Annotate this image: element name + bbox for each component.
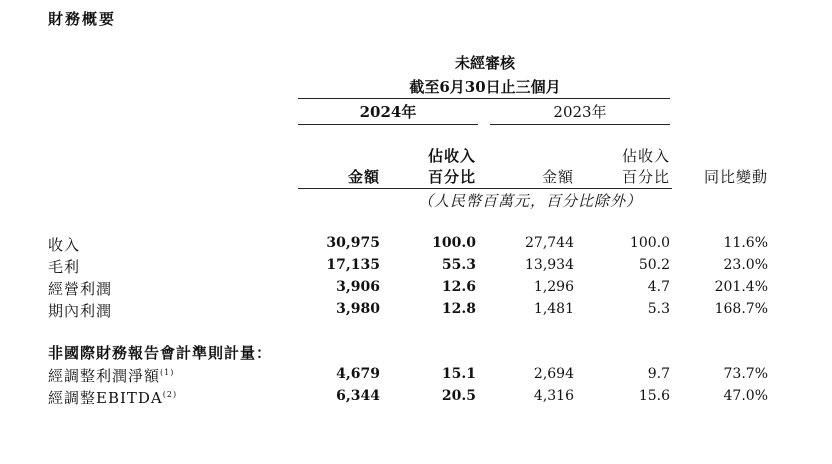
yoy-change: 47.0% — [723, 388, 768, 404]
pct-2023: 9.7 — [647, 366, 670, 382]
row-label: 經調整EBITDA$^{(2)}$ — [48, 389, 178, 407]
amount-2023: 2,694 — [533, 366, 574, 382]
year-2023-rule — [490, 124, 670, 125]
period-header: 截至6月30日止三個月 — [409, 78, 561, 96]
amount-2024: 3,980 — [336, 301, 380, 317]
year-2024-rule — [298, 124, 478, 125]
pct-2023: 4.7 — [647, 279, 670, 295]
change-header: 同比變動 — [703, 168, 768, 186]
row-label: 期內利潤 — [48, 302, 113, 320]
amount-2024: 4,679 — [336, 366, 380, 382]
pct-2023-header-line2: 百分比 — [621, 168, 670, 186]
amount-2023: 27,744 — [525, 235, 574, 251]
pct-2024: 15.1 — [441, 366, 476, 382]
pct-2023: 5.3 — [647, 301, 670, 317]
year-2024-header: 2024年 — [359, 103, 417, 121]
columns-rule — [298, 188, 672, 189]
unaudited-header: 未經審核 — [454, 54, 515, 72]
footnote-marker: (2) — [162, 390, 178, 399]
yoy-change: 11.6% — [723, 235, 768, 251]
yoy-change: 168.7% — [714, 301, 768, 317]
pct-2024-header-line1: 佔收入 — [427, 147, 476, 165]
pct-2023-header-line1: 佔收入 — [621, 147, 670, 165]
unit-note: （人民幣百萬元，百分比除外） — [418, 192, 643, 210]
amount-2023: 1,481 — [533, 301, 574, 317]
row-label: 收入 — [48, 236, 81, 254]
amount-2024-header: 金額 — [347, 168, 380, 186]
pct-2024: 12.8 — [441, 301, 476, 317]
amount-2024: 30,975 — [326, 235, 380, 251]
pct-2024-header-line2: 百分比 — [427, 168, 476, 186]
pct-2023: 100.0 — [629, 235, 670, 251]
amount-2023: 13,934 — [525, 257, 574, 273]
pct-2024: 55.3 — [441, 257, 476, 273]
row-label: 毛利 — [48, 258, 81, 276]
yoy-change: 23.0% — [723, 257, 768, 273]
amount-2024: 6,344 — [336, 388, 380, 404]
pct-2023: 50.2 — [638, 257, 670, 273]
pct-2024: 100.0 — [432, 235, 476, 251]
footnote-marker: (1) — [160, 368, 175, 377]
row-label: 經調整利潤淨額$^{(1)}$ — [48, 367, 175, 385]
pct-2024: 12.6 — [441, 279, 476, 295]
yoy-change: 73.7% — [723, 366, 768, 382]
nongaap-heading: 非國際財務報告會計準則計量： — [48, 344, 273, 362]
period-rule — [298, 98, 670, 99]
amount-2023: 4,316 — [533, 388, 574, 404]
amount-2024: 3,906 — [336, 279, 380, 295]
amount-2023: 1,296 — [533, 279, 574, 295]
year-2023-header: 2023年 — [553, 103, 607, 121]
amount-2024: 17,135 — [326, 257, 380, 273]
pct-2023: 15.6 — [638, 388, 670, 404]
amount-2023-header: 金額 — [541, 168, 574, 186]
pct-2024: 20.5 — [441, 388, 476, 404]
row-label: 經營利潤 — [48, 280, 113, 298]
page-title: 財務概要 — [48, 10, 117, 28]
yoy-change: 201.4% — [714, 279, 768, 295]
